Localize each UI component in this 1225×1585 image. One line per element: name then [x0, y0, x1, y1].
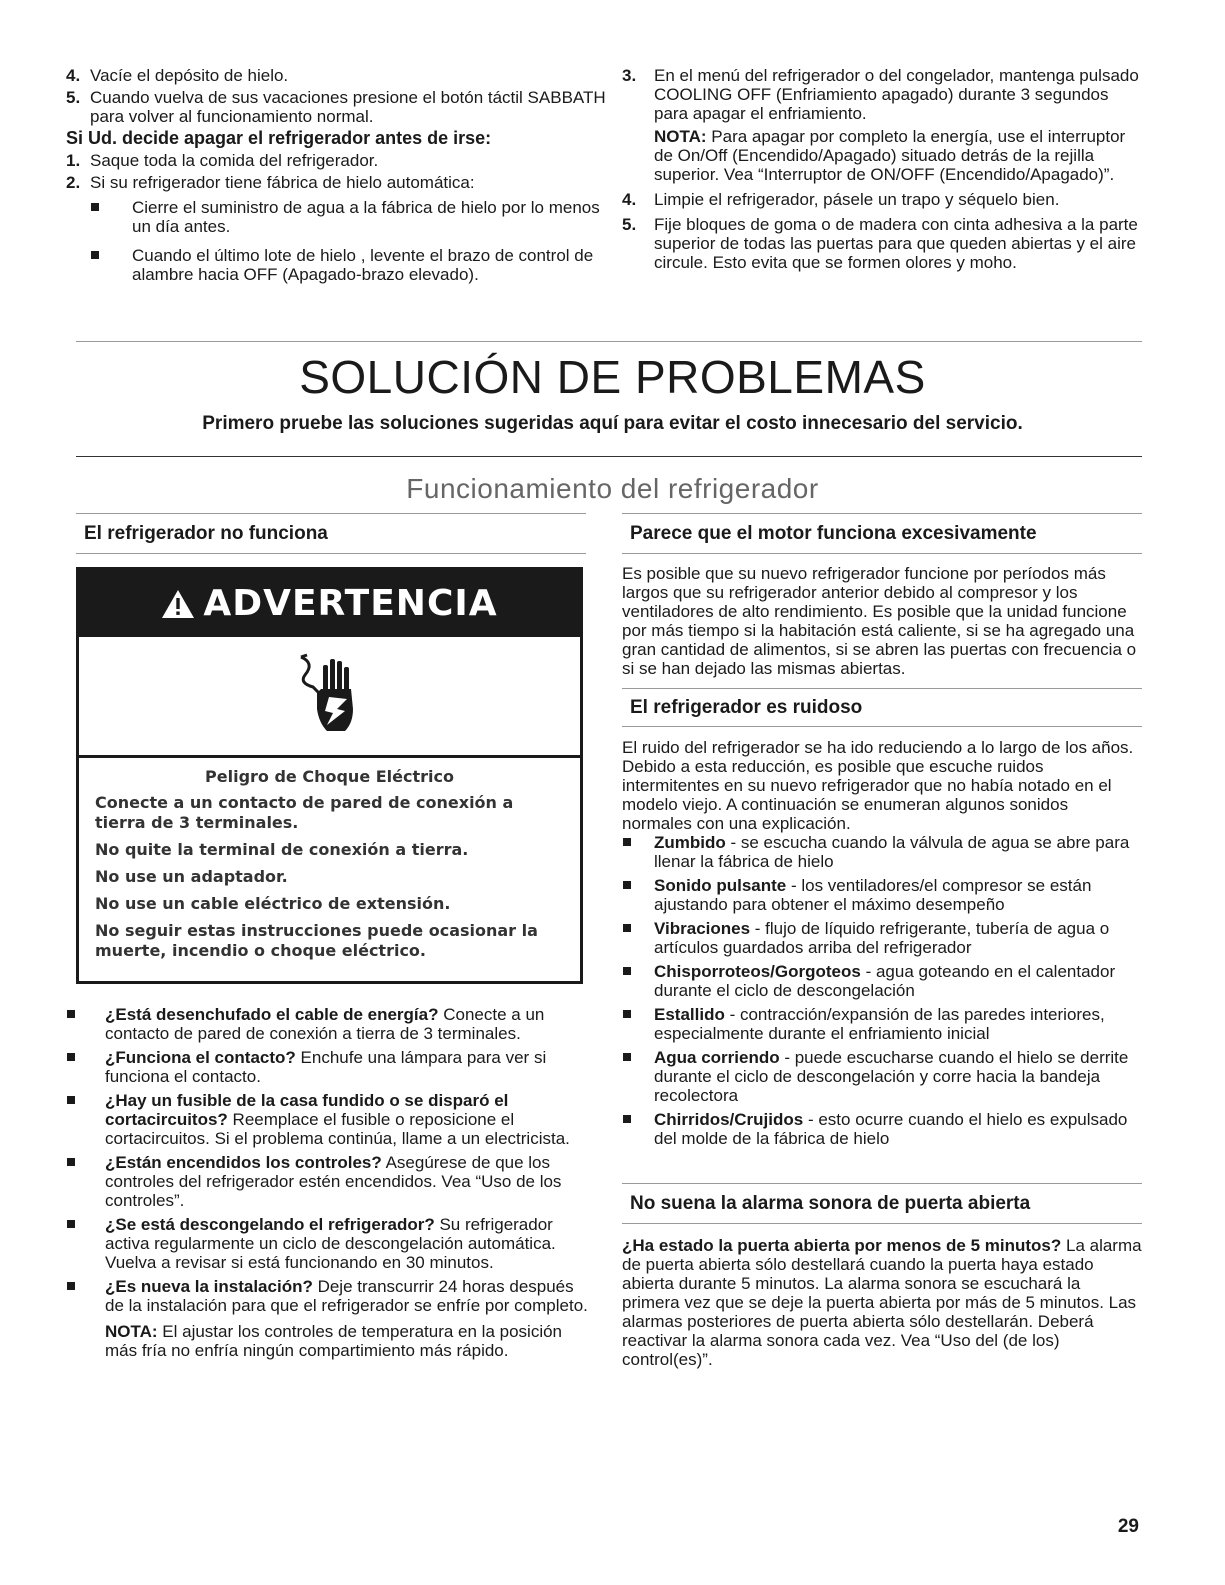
item-text: En el menú del refrigerador o del congelador, mantenga pulsado COOLING OFF (Enfriamiento apagado) durante 3 segundos para apagar el enfriamiento. — [654, 66, 1139, 123]
bullet-square-icon — [623, 838, 631, 846]
note-text: El ajustar los controles de temperatura en la posición más fría no enfría ningún compartimiento más rápido. — [105, 1322, 563, 1360]
item-text: Vacíe el depósito de hielo. — [90, 66, 289, 85]
bullet-square-icon — [67, 1158, 75, 1166]
bullet-item — [66, 198, 606, 236]
warning-line: No use un cable eléctrico de extensión. — [95, 894, 451, 913]
page-number: 29 — [1117, 1516, 1139, 1537]
divider — [622, 513, 1142, 514]
warning-line: No quite la terminal de conexión a tierra. — [95, 840, 469, 859]
bullet-square-icon — [623, 967, 631, 975]
answer: Su refrigerador activa regularmente un ciclo de descongelación automática. Vuelva a revisar si está funcionando en 30 minutos. — [105, 1215, 556, 1272]
sound-description: - contracción/expansión de las paredes interiores, especialmente durante el enfriamiento inicial — [654, 1005, 1105, 1043]
answer: Conecte a un contacto de pared de conexión a tierra de 3 terminales. — [105, 1005, 545, 1043]
bullet-item — [66, 246, 606, 284]
divider — [76, 341, 1142, 342]
divider — [76, 456, 1142, 457]
list-item — [66, 151, 606, 170]
bullet-text: Cuando el último lote de hielo , levente el brazo de control de alambre hacia OFF (Apagado-brazo elevado). — [132, 246, 594, 284]
answer: La alarma de puerta abierta sólo destellará cuando la puerta haya estado abierta durante 5 minutos. La alarma sonora se escuchará la primera vez que se deje la puerta abierta por más de 5 minutos. Las alarmas posteriores de puerta abierta sólo destellarán. Deberá reactivar la alarma sonora cada vez. Vea “Uso del (de los) control(es)”. — [622, 1236, 1142, 1369]
subheading: Si Ud. decide apagar el refrigerador antes de irse: — [66, 128, 492, 148]
item-number: 5. — [66, 88, 81, 107]
divider — [622, 688, 1142, 689]
sound-description: - flujo de líquido refrigerante, tubería de agua o artículos guardados arriba del refrigerador — [654, 919, 1110, 957]
item-text: Si su refrigerador tiene fábrica de hielo automática: — [90, 173, 475, 192]
item-text: Saque toda la comida del refrigerador. — [90, 151, 379, 170]
question: ¿Funciona el contacto? — [105, 1048, 296, 1067]
divider — [622, 726, 1142, 727]
bullet-square-icon — [623, 924, 631, 932]
note — [654, 127, 1142, 184]
item-number: 4. — [66, 66, 81, 85]
paragraph: El ruido del refrigerador se ha ido reduciendo a lo largo de los años. Debido a esta reducción, es posible que escuche ruidos intermitentes en su nuevo refrigerador que no había notado en el modelo viejo. A continuación se enumeran algunos sonidos normales con una explicación. — [622, 738, 1134, 833]
bullet-square-icon — [67, 1096, 75, 1104]
note — [105, 1322, 596, 1360]
list-item — [66, 66, 606, 85]
page-title: SOLUCIÓN DE PROBLEMAS — [299, 351, 926, 403]
list-item — [66, 1005, 596, 1043]
section-heading: No suena la alarma sonora de puerta abierta — [630, 1193, 1031, 1214]
note-label: NOTA: — [654, 127, 707, 146]
bullet-square-icon — [623, 1115, 631, 1123]
note-text: Para apagar por completo la energía, use el interruptor de On/Off (Encendido/Apagado) situado detrás de la rejilla superior. Vea “Interruptor de ON/OFF (Encendido/Apagado)”. — [654, 127, 1126, 184]
answer: Deje transcurrir 24 horas después de la instalación para que el refrigerador se enfríe por completo. — [105, 1277, 588, 1315]
warning-text — [79, 758, 580, 961]
warning-banner-text: ADVERTENCIA — [203, 583, 498, 624]
question: ¿Hay un fusible de la casa fundido o se disparó el cortacircuitos? — [105, 1091, 509, 1129]
list-item — [66, 1277, 596, 1360]
question: ¿Está desenchufado el cable de energía? — [105, 1005, 439, 1024]
item-number: 1. — [66, 151, 81, 170]
list-item — [66, 173, 606, 192]
electric-shock-hazard-icon — [295, 653, 365, 739]
question: ¿Están encendidos los controles? — [105, 1153, 382, 1172]
section-heading: El refrigerador es ruidoso — [630, 697, 863, 718]
section-title: Funcionamiento del refrigerador — [406, 473, 819, 504]
bullet-square-icon — [91, 251, 99, 259]
page-subtitle: Primero pruebe las soluciones sugeridas aquí para evitar el costo innecesario del servicio. — [202, 413, 1023, 434]
sound-name: Sonido pulsante — [654, 876, 787, 895]
divider — [76, 553, 586, 554]
bullet-square-icon — [91, 203, 99, 211]
warning-box — [76, 567, 583, 984]
sound-description: - se escucha cuando la válvula de agua se abre para llenar la fábrica de hielo — [654, 833, 1130, 871]
bullet-square-icon — [67, 1220, 75, 1228]
sound-name: Chirridos/Crujidos — [654, 1110, 804, 1129]
question: ¿Se está descongelando el refrigerador? — [105, 1215, 435, 1234]
bullet-text: Cierre el suministro de agua a la fábrica de hielo por lo menos un día antes. — [132, 198, 600, 236]
list-item — [66, 1091, 596, 1148]
bullet-square-icon — [623, 1053, 631, 1061]
warning-line: No seguir estas instrucciones puede ocasionar la muerte, incendio o choque eléctrico. — [95, 921, 538, 960]
hazard-title: Peligro de Choque Eléctrico — [205, 767, 454, 786]
warning-line: Conecte a un contacto de pared de conexión a tierra de 3 terminales. — [95, 793, 514, 832]
question: ¿Ha estado la puerta abierta por menos de 5 minutos? — [622, 1236, 1062, 1255]
section-heading: El refrigerador no funciona — [84, 523, 328, 544]
sound-name: Zumbido — [654, 833, 726, 852]
bullet-square-icon — [67, 1282, 75, 1290]
bullet-square-icon — [623, 881, 631, 889]
top-left-column — [66, 66, 606, 288]
top-right-column — [622, 66, 1142, 275]
sounds-list — [622, 833, 1142, 1153]
list-item — [622, 962, 1142, 1000]
item-text: Cuando vuelva de sus vacaciones presione el botón táctil SABBATH para volver al funcionamiento normal. — [90, 88, 606, 126]
item-number: 5. — [622, 215, 637, 234]
note-label: NOTA: — [105, 1322, 158, 1341]
item-text: Limpie el refrigerador, pásele un trapo y séquelo bien. — [654, 190, 1060, 209]
list-item — [622, 1110, 1142, 1148]
divider — [622, 1183, 1142, 1184]
list-item — [66, 1215, 596, 1272]
bullet-square-icon — [67, 1010, 75, 1018]
warning-line: No use un adaptador. — [95, 867, 288, 886]
answer: Enchufe una lámpara para ver si funciona el contacto. — [105, 1048, 547, 1086]
sound-description: - los ventiladores/el compresor se están ajustando para obtener el máximo desempeño — [654, 876, 1092, 914]
list-item — [622, 1005, 1142, 1043]
sound-description: - agua goteando en el calentador durante el ciclo de descongelación — [654, 962, 1116, 1000]
list-item — [66, 1048, 596, 1086]
list-item — [622, 876, 1142, 914]
bullet-square-icon — [67, 1053, 75, 1061]
list-item — [622, 66, 1142, 184]
sound-name: Vibraciones — [654, 919, 751, 938]
list-item — [66, 88, 606, 126]
list-item — [622, 215, 1142, 272]
answer: Asegúrese de que los controles del refrigerador estén encendidos. Vea “Uso de los controles”. — [105, 1153, 562, 1210]
bullet-square-icon — [623, 1010, 631, 1018]
item-number: 2. — [66, 173, 81, 192]
divider — [76, 513, 586, 514]
icon-area — [79, 637, 580, 758]
item-text: Fije bloques de goma o de madera con cinta adhesiva a la parte superior de todas las puertas para que queden abiertas y el aire circule. Esto evita que se formen olores y moho. — [654, 215, 1138, 272]
list-item — [622, 833, 1142, 871]
list-item — [622, 919, 1142, 957]
divider — [622, 553, 1142, 554]
troubleshooting-list — [66, 1005, 596, 1365]
warning-banner — [79, 570, 580, 637]
sound-description: - esto ocurre cuando el hielo es expulsado del molde de la fábrica de hielo — [654, 1110, 1128, 1148]
sound-name: Chisporroteos/Gorgoteos — [654, 962, 861, 981]
sound-name: Estallido — [654, 1005, 725, 1024]
list-item — [622, 190, 1142, 209]
sound-name: Agua corriendo — [654, 1048, 780, 1067]
list-item — [66, 1153, 596, 1210]
section-heading: Parece que el motor funciona excesivamente — [630, 523, 1037, 544]
answer: Reemplace el fusible o reposicione el cortacircuitos. Si el problema continúa, llame a un electricista. — [105, 1110, 570, 1148]
list-item — [622, 1048, 1142, 1105]
item-number: 4. — [622, 190, 637, 209]
warning-triangle-icon — [161, 589, 195, 619]
paragraph — [622, 1236, 1142, 1369]
sound-description: - puede escucharse cuando el hielo se derrite durante el ciclo de descongelación y corre hacia la bandeja recolectora — [654, 1048, 1129, 1105]
divider — [622, 1223, 1142, 1224]
paragraph: Es posible que su nuevo refrigerador funcione por períodos más largos que su refrigerador anterior debido al compresor y los ventiladores de alto rendimiento. Es posible que la unidad funcione por más tiempo si la habitación está caliente, si se ha agregado una gran cantidad de alimentos, si se abren las puertas con frecuencia o si se han dejado las mismas abiertas. — [622, 564, 1137, 678]
question: ¿Es nueva la instalación? — [105, 1277, 313, 1296]
item-number: 3. — [622, 66, 637, 85]
